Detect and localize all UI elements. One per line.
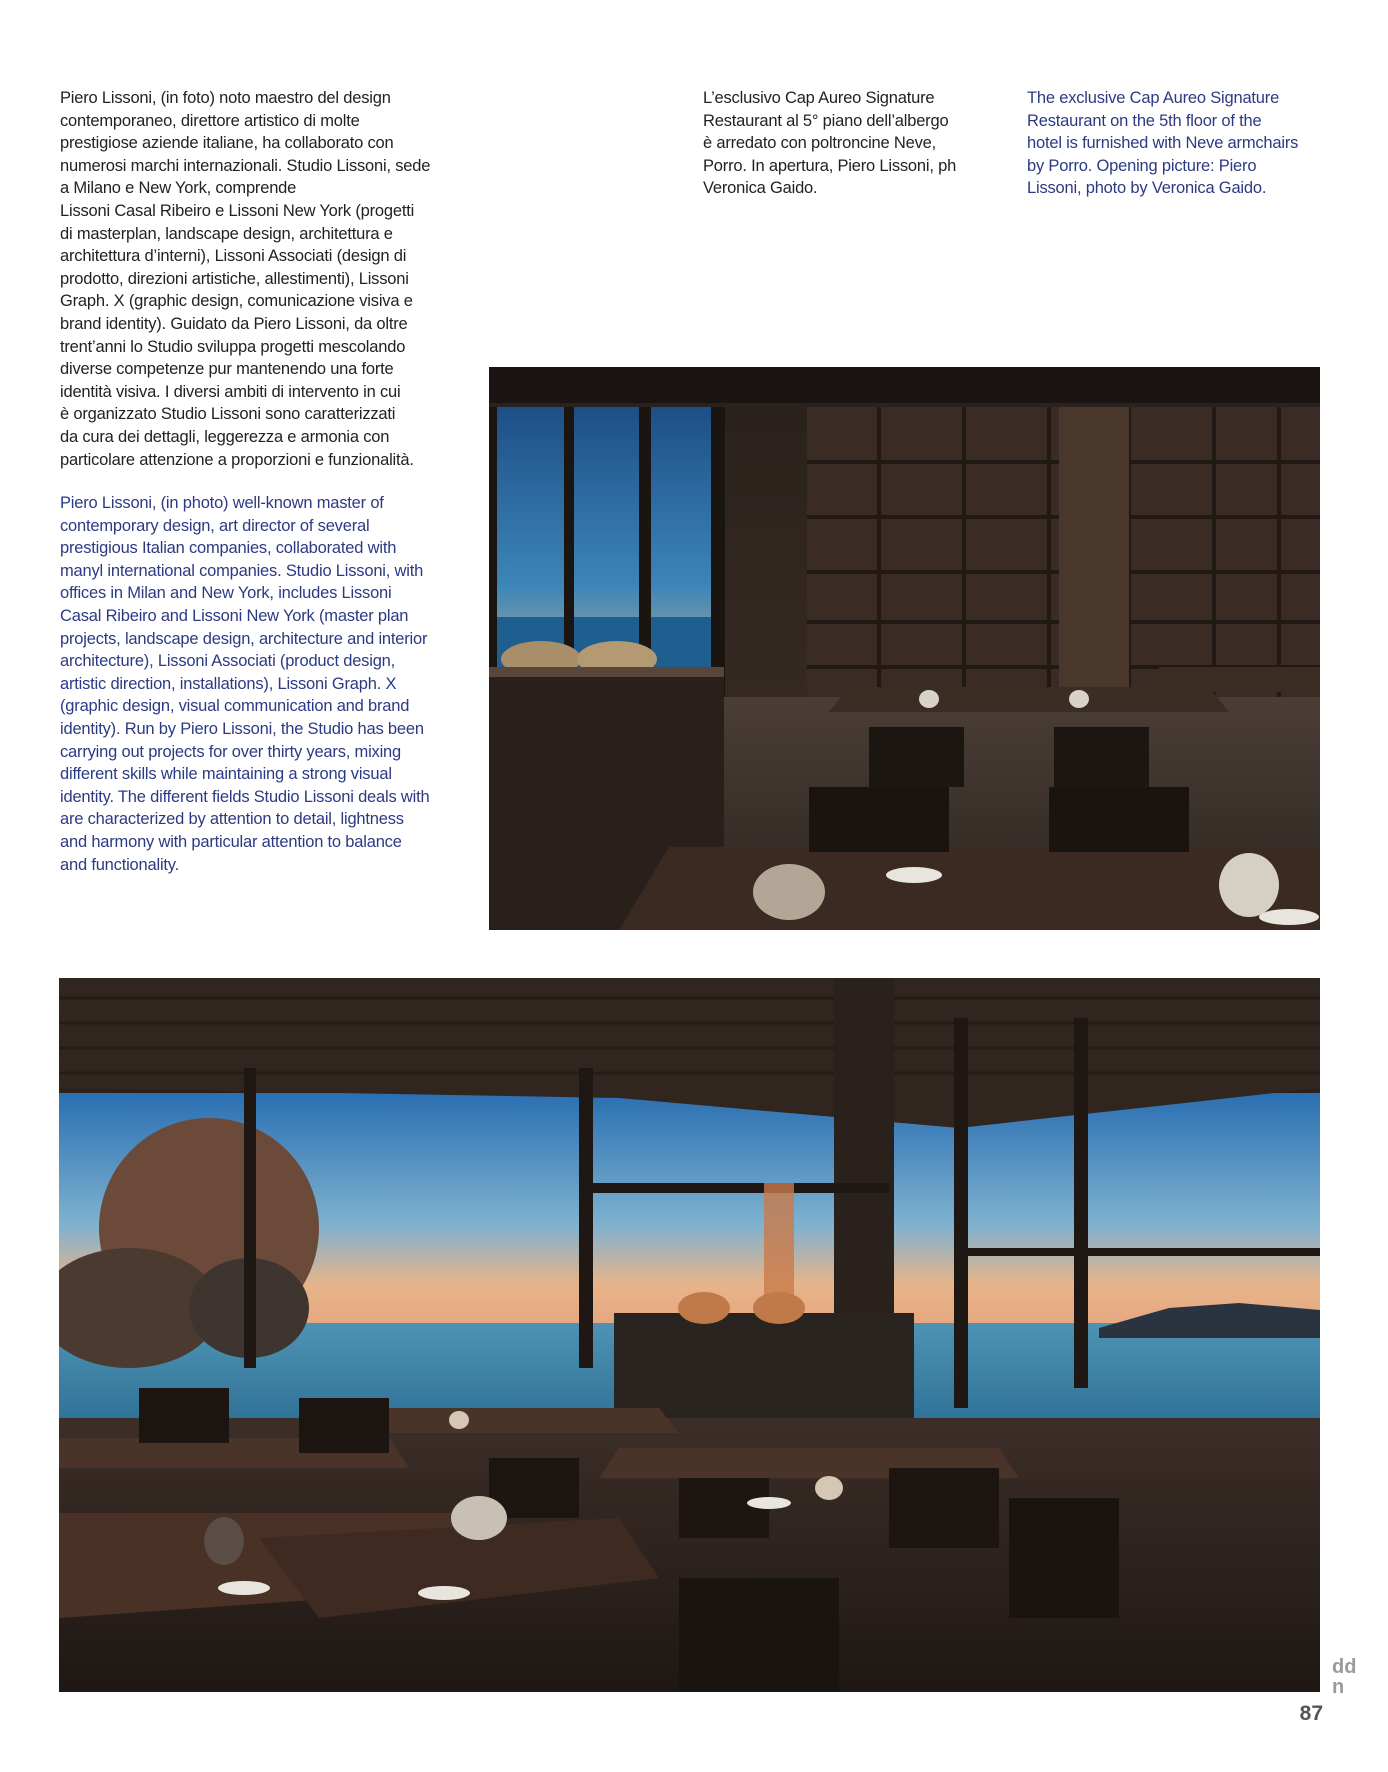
svg-text:dd: dd [1332, 1656, 1357, 1678]
intro-text-italian: Piero Lissoni, (in foto) noto maestro del design contemporaneo, direttore artistico di molte prestigiose aziende italiane, ha collaborato con numerosi marchi internazionali. Studio Lissoni, sede a Milano e New York, comprende Lissoni Casal Ribeiro e Lissoni New York (progetti di masterplan, landscape design, architettura e architettura d’interni), Lissoni Associati (design di prodotto, direzioni artistiche, allestimenti), Lissoni Graph. X (graphic design, comunicazione visiva e brand identity). Guidato da Piero Lissoni, da oltre trent’anni lo Studio sviluppa progetti mescolando diverse competenze pur mantenendo una forte identità visiva. I diversi ambiti di intervento in cui è organizzato Studio Lissoni sono caratterizzati da cura dei dettagli, leggerezza e armonia con particolare attenzione a proporzioni e funzionalità. [60, 89, 431, 469]
caption-english: The exclusive Cap Aureo Signature Restaurant on the 5th floor of the hotel is furnished with Neve armchairs by Porro. Opening picture: Piero Lissoni, photo by Veronica Gaido. [1027, 89, 1299, 198]
caption-italian: L’esclusivo Cap Aureo Signature Restaurant al 5° piano dell’albergo è arredato con poltroncine Neve, Porro. In apertura, Piero Lissoni, ph Veronica Gaido. [703, 89, 957, 198]
restaurant-interior-photo [489, 367, 1320, 930]
svg-text:n: n [1332, 1676, 1345, 1697]
magazine-logo [1330, 1655, 1370, 1697]
restaurant-sea-view-photo [59, 978, 1320, 1692]
page-number: 87 [1299, 1702, 1323, 1725]
intro-text-english: Piero Lissoni, (in photo) well-known master of contemporary design, art director of several prestigious Italian companies, collaborated with manyl international companies. Studio Lissoni, with offices in Milan and New York, includes Lissoni Casal Ribeiro and Lissoni New York (master plan projects, landscape design, architecture and interior architecture), Lissoni Associati (product design, artistic direction, installations), Lissoni Graph. X (graphic design, visual communication and brand identity). Run by Piero Lissoni, the Studio has been carrying out projects for over thirty years, mixing different skills while maintaining a strong visual identity. The different fields Studio Lissoni deals with are characterized by attention to detail, lightness and harmony with particular attention to balance and functionality. [60, 494, 430, 874]
